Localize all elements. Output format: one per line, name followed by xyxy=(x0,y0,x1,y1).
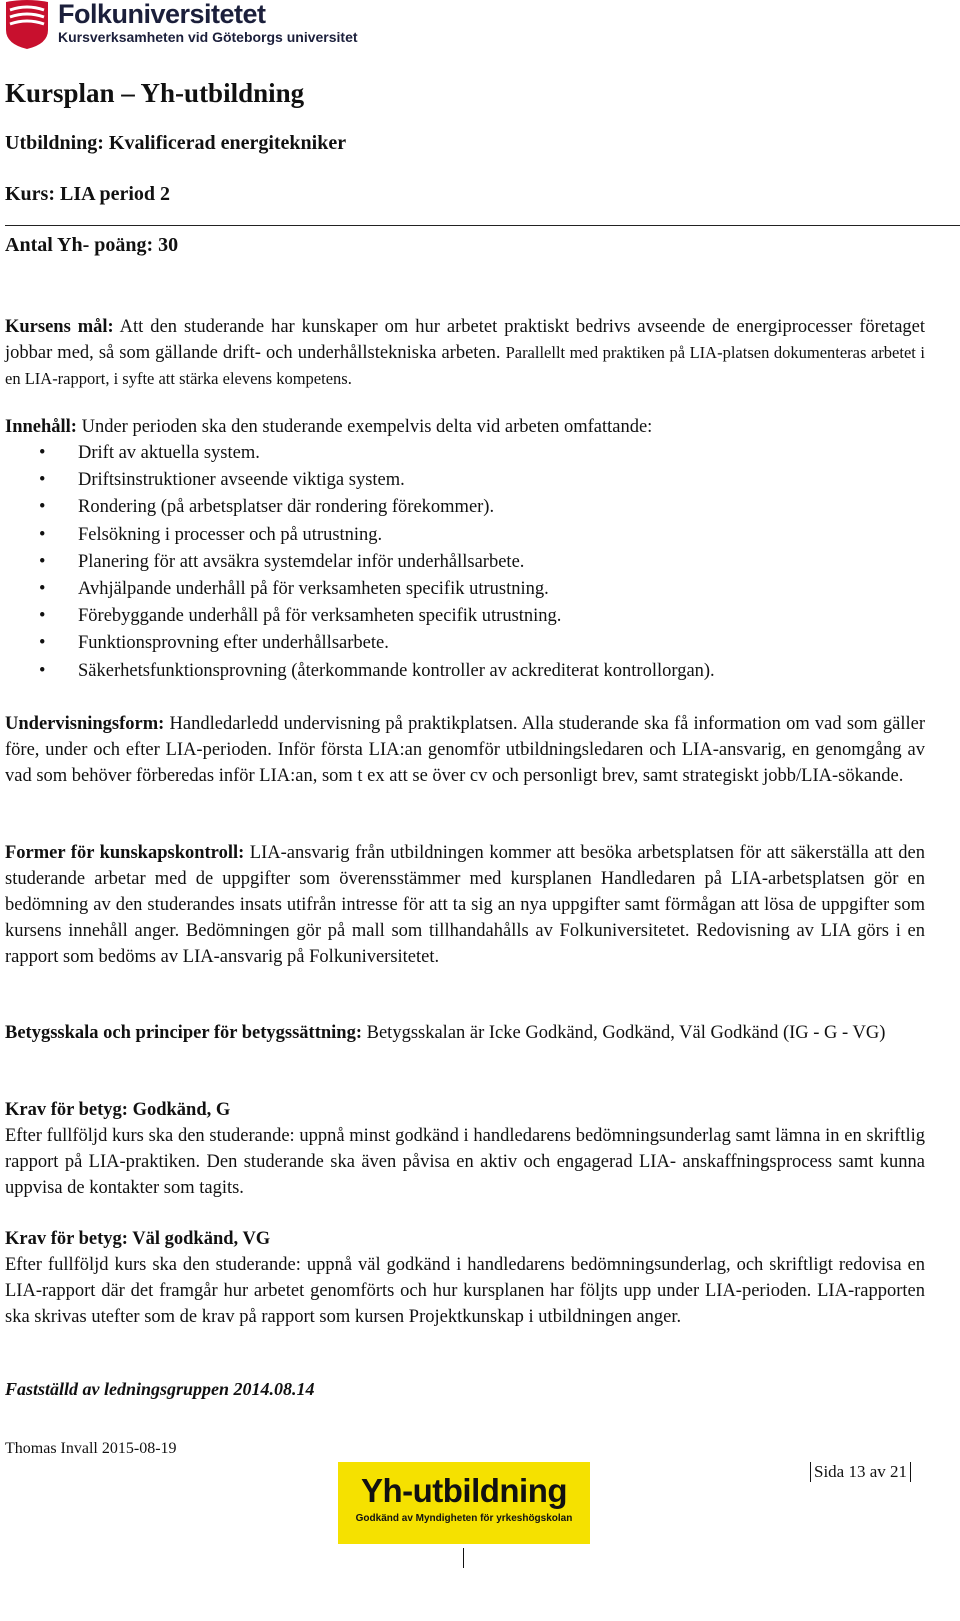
innehall-section xyxy=(5,414,925,685)
badge-title: Yh-utbildning xyxy=(360,1472,568,1509)
list-item: • Förebyggande underhåll på för verksamheten specifik utrustning. xyxy=(5,603,925,630)
list-item: • Rondering (på arbetsplatser där rondering förekommer). xyxy=(5,494,925,521)
krav-vg-heading: Krav för betyg: Väl godkänd, VG xyxy=(5,1229,271,1249)
org-subtitle: Kursverksamheten vid Göteborgs universitet xyxy=(58,29,358,45)
badge-subtitle: Godkänd av Myndigheten för yrkeshögskolan xyxy=(355,1513,573,1524)
undervisningsform-section xyxy=(5,711,925,789)
folkuniversitetet-logo xyxy=(4,0,358,52)
list-item: • Drift av aktuella system. xyxy=(5,440,925,467)
list-item: • Avhjälpande underhåll på för verksamheten specifik utrustning. xyxy=(5,576,925,603)
list-item: • Planering för att avsäkra systemdelar inför underhållsarbete. xyxy=(5,549,925,576)
former-label: Former för kunskapskontroll: xyxy=(5,843,245,863)
logo-emblem-icon xyxy=(4,0,50,50)
list-item: • Funktionsprovning efter underhållsarbete. xyxy=(5,630,925,657)
yh-utbildning-badge xyxy=(338,1462,590,1544)
poang-line: Antal Yh- poäng: 30 xyxy=(5,234,179,256)
betyg-text: Betygsskalan är Icke Godkänd, Godkänd, Väl Godkänd (IG - G - VG) xyxy=(362,1023,886,1043)
list-item: • Säkerhetsfunktionsprovning (återkommande kontroller av ackrediterat kontrollorgan). xyxy=(5,658,925,685)
faststalld-line: Fastställd av ledningsgruppen 2014.08.14 xyxy=(5,1379,315,1399)
betygsskala-section xyxy=(5,1020,925,1046)
krav-vg-text: Efter fullföljd kurs ska den studerande: uppnå väl godkänd i handledarens bedömningsunderlag, och skriftligt redovisa en LIA-rapport där det framgår hur arbetet genomförts och hur kursplanen har följts upp under LIA-perioden. LIA-rapporten ska skrivas utefter som de krav på rapport som kursen Projektkunskap i utbildningen anger. xyxy=(5,1255,925,1327)
kursens-mal-section xyxy=(5,314,925,392)
innehall-list xyxy=(5,440,925,685)
krav-vg-section xyxy=(5,1226,925,1330)
undervisning-label: Undervisningsform: xyxy=(5,714,165,734)
divider xyxy=(5,225,960,226)
krav-g-section xyxy=(5,1097,925,1201)
former-section xyxy=(5,840,925,970)
kurs-line: Kurs: LIA period 2 xyxy=(5,183,171,205)
mal-label: Kursens mål: xyxy=(5,317,114,337)
page-title: Kursplan – Yh-utbildning xyxy=(5,78,305,108)
page-marker xyxy=(463,1548,464,1568)
footer-author: Thomas Invall 2015-08-19 xyxy=(5,1440,177,1457)
mal-text-small: Parallellt med praktiken på LIA-platsen dokumenteras arbetet i en LIA-rapport, i syfte att stärka elevens kompetens. xyxy=(5,343,925,388)
innehall-text: Under perioden ska den studerande exempelvis delta vid arbeten omfattande: xyxy=(76,417,653,437)
org-name: Folkuniversitetet xyxy=(58,0,266,29)
former-text: LIA-ansvarig från utbildningen kommer att besöka arbetsplatsen för att säkerställa att den studerande arbetar med de uppgifter som överensstämmer med kursplanen Handledaren på LIA-arbetsplatsen gör en bedömning av den studerandes insats utifrån intresse för att ta sig an nya uppgifter samt förmågan att lösa de uppgifter som kursens innehåll anger. Bedömningen gör på mall som tillhandahålls av Folkuniversitetet. Redovisning av LIA görs i en rapport som bedöms av LIA-ansvarig på Folkuniversitetet. xyxy=(5,843,925,967)
utbildning-line: Utbildning: Kvalificerad energitekniker xyxy=(5,132,347,154)
page-number: Sida 13 av 21 xyxy=(810,1462,911,1482)
mal-text: Att den studerande har kunskaper om hur arbetet praktiskt bedrivs avseende de energiprocesser företaget jobbar med, så som gällande drift- och underhållstekniska arbeten. xyxy=(5,317,926,363)
list-item: • Driftsinstruktioner avseende viktiga system. xyxy=(5,467,925,494)
krav-g-text: Efter fullföljd kurs ska den studerande: uppnå minst godkänd i handledarens bedömningsunderlag samt lämna in en skriftlig rapport på LIA-praktiken. Den studerande ska även påvisa en aktiv och engagerad LIA- anskaffningsprocess samt kunna uppvisa de kontakter som tagits. xyxy=(5,1126,925,1198)
krav-g-heading: Krav för betyg: Godkänd, G xyxy=(5,1100,231,1120)
innehall-label: Innehåll: xyxy=(5,417,77,437)
undervisning-text: Handledarledd undervisning på praktikplatsen. Alla studerande ska få information om vad som gäller före, under och efter LIA-perioden. Inför första LIA:an genomför utbildningsledaren och LIA-ansvarig, en genomgång av vad som behöver förberedas inför LIA:an, som t ex att se över cv och personligt brev, samt strategiskt jobb/LIA-sökande. xyxy=(5,714,925,786)
betyg-label: Betygsskala och principer för betygssättning: xyxy=(5,1023,362,1043)
list-item: • Felsökning i processer och på utrustning. xyxy=(5,522,925,549)
